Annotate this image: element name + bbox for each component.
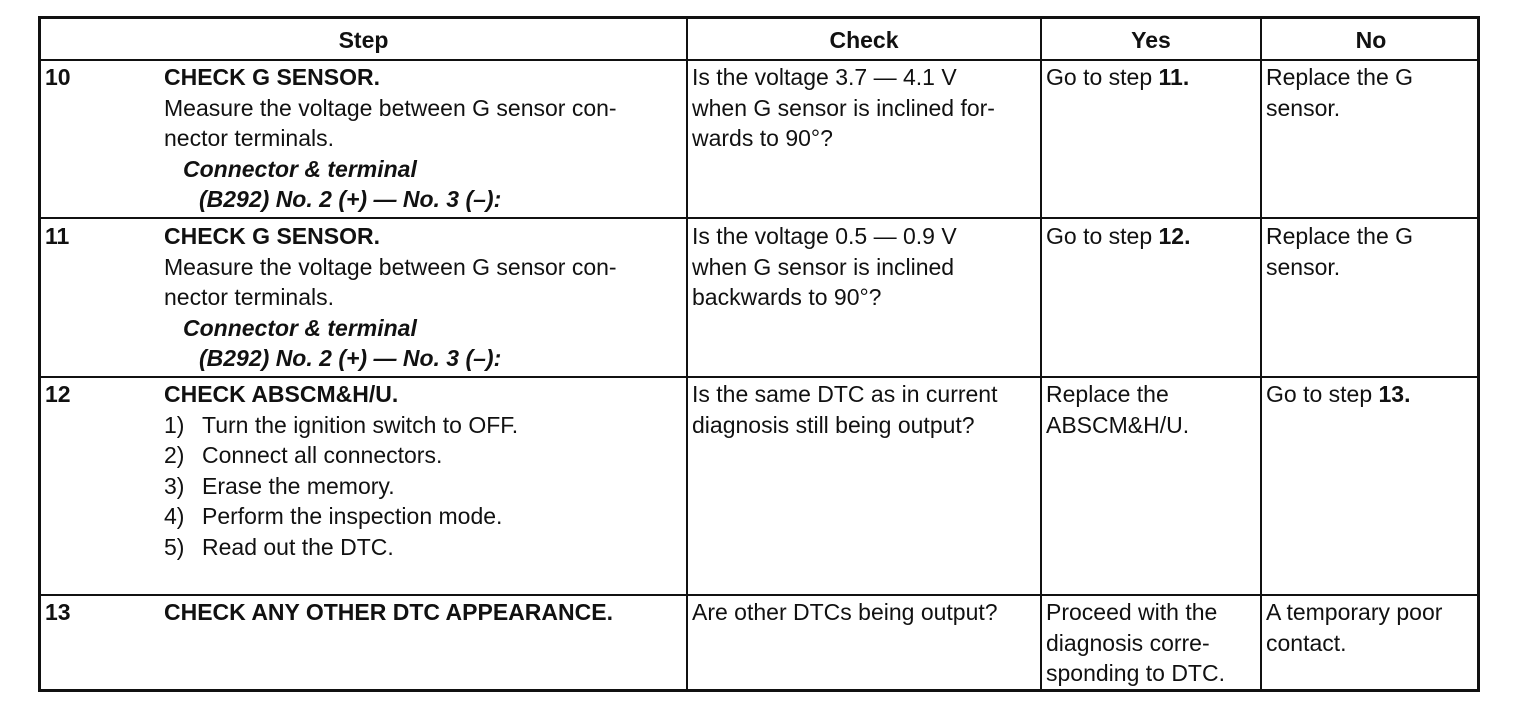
check-line: when G sensor is inclined for- [692,94,995,121]
yes-line: Replace the [1046,381,1169,407]
column-divider [1040,19,1042,689]
step-text-line: Measure the voltage between G sensor con- [164,253,617,280]
yes-text: Go to step [1046,64,1159,90]
step-description [164,62,617,215]
connector-label: Connector & terminal [183,155,417,182]
yes-cell [1046,379,1189,440]
step-title: CHECK G SENSOR. [164,64,380,90]
list-item [164,440,518,471]
yes-step-ref: 11. [1158,64,1190,90]
check-line: Is the same DTC as in current [692,381,998,407]
step-number: 10 [45,64,71,90]
yes-cell [1046,62,1189,93]
list-item-number: 5) [164,533,185,560]
connector-label: Connector & terminal [183,314,417,341]
header-yes: Yes [1131,26,1171,53]
no-cell [1266,597,1442,658]
connector-value: (B292) No. 2 (+) — No. 3 (–): [199,186,502,212]
no-line: contact. [1266,629,1347,656]
step-description [164,221,617,374]
yes-line: ABSCM&H/U. [1046,411,1190,438]
no-line: sensor. [1266,94,1341,121]
no-cell [1266,62,1413,123]
header-step: Step [338,26,389,53]
check-cell [692,597,998,628]
list-item-text: Connect all connectors. [202,442,443,468]
step-description [164,379,518,562]
list-item [164,471,518,502]
yes-line: Proceed with the [1046,599,1218,625]
list-item-number: 2) [164,442,185,468]
check-line: wards to 90°? [692,125,833,151]
list-item-text: Read out the DTC. [202,533,394,560]
list-item-text: Erase the memory. [202,472,395,499]
step-text-line: nector terminals. [164,284,335,310]
check-line: Is the voltage 3.7 — 4.1 V [692,64,957,90]
step-description [164,597,613,628]
no-line: Replace the G [1266,64,1414,90]
check-line: diagnosis still being output? [692,411,975,438]
check-cell [692,221,957,313]
step-text-line: nector terminals. [164,125,335,151]
no-cell [1266,379,1411,410]
no-text: Go to step [1266,381,1379,407]
no-cell [1266,221,1413,282]
no-line: Replace the G [1266,223,1414,249]
step-number: 13 [45,599,71,625]
yes-line: diagnosis corre- [1046,629,1210,656]
column-divider [1260,19,1262,689]
list-item [164,532,518,563]
check-line: backwards to 90°? [692,284,882,310]
list-item-number: 1) [164,411,185,438]
yes-cell [1046,597,1225,689]
diagnostic-table [38,16,1480,692]
yes-cell [1046,221,1191,252]
list-item-number: 3) [164,472,185,499]
yes-step-ref: 12. [1158,223,1191,249]
list-item [164,410,518,441]
column-divider [686,19,688,689]
yes-line: sponding to DTC. [1046,660,1225,686]
list-item-text: Perform the inspection mode. [202,503,503,529]
connector-value: (B292) No. 2 (+) — No. 3 (–): [199,345,502,371]
no-line: A temporary poor [1266,599,1443,625]
step-text-line: Measure the voltage between G sensor con- [164,94,617,121]
step-number: 11 [45,223,70,249]
check-cell [692,379,998,440]
step-number: 12 [45,381,71,407]
header-check: Check [829,26,899,53]
step-title: CHECK ABSCM&H/U. [164,381,399,407]
check-line: Are other DTCs being output? [692,599,998,625]
list-item [164,501,518,532]
step-title: CHECK G SENSOR. [164,223,380,249]
list-item-text: Turn the ignition switch to OFF. [202,411,519,438]
step-title: CHECK ANY OTHER DTC APPEARANCE. [164,599,613,625]
check-cell [692,62,995,154]
no-line: sensor. [1266,253,1341,280]
check-line: when G sensor is inclined [692,253,955,280]
check-line: Is the voltage 0.5 — 0.9 V [692,223,957,249]
no-step-ref: 13. [1378,381,1411,407]
header-no: No [1355,26,1387,53]
yes-text: Go to step [1046,223,1159,249]
list-item-number: 4) [164,503,185,529]
